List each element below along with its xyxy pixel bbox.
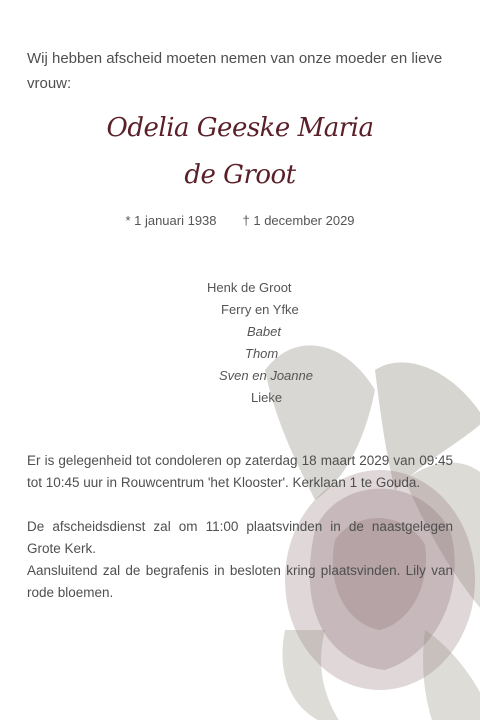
family-member: Lieke [251,390,283,405]
intro-text: Wij hebben afscheid moeten nemen van onze moeder en lieve vrouw: [27,50,443,92]
service-text: De afscheidsdienst zal om 11:00 plaatsvinden in de naastgelegen Grote Kerk. [27,519,453,556]
deceased-name-line1: Odelia Geeske Maria [106,113,374,143]
burial-text: Aansluitend zal de begrafenis in besloten kring plaatsvinden. Lily van rode bloemen. [27,563,453,600]
family-member: Henk de Groot [207,280,292,295]
condolence-text: Er is gelegenheid tot condoleren op zaterdag 18 maart 2029 van 09:45 tot 10:45 uur in Rouwcentrum 'het Klooster'. Kerklaan 1 te Gouda. [27,453,453,490]
family-member: Ferry en Yfke [221,302,299,317]
death-date: † 1 december 2029 [242,213,355,228]
life-dates [0,213,480,228]
family-member: Babet [247,324,281,339]
deceased-name-line2: de Groot [184,160,296,190]
family-member: Thom [245,346,279,361]
birth-date: * 1 januari 1938 [125,213,217,228]
family-member: Sven en Joanne [219,368,313,383]
